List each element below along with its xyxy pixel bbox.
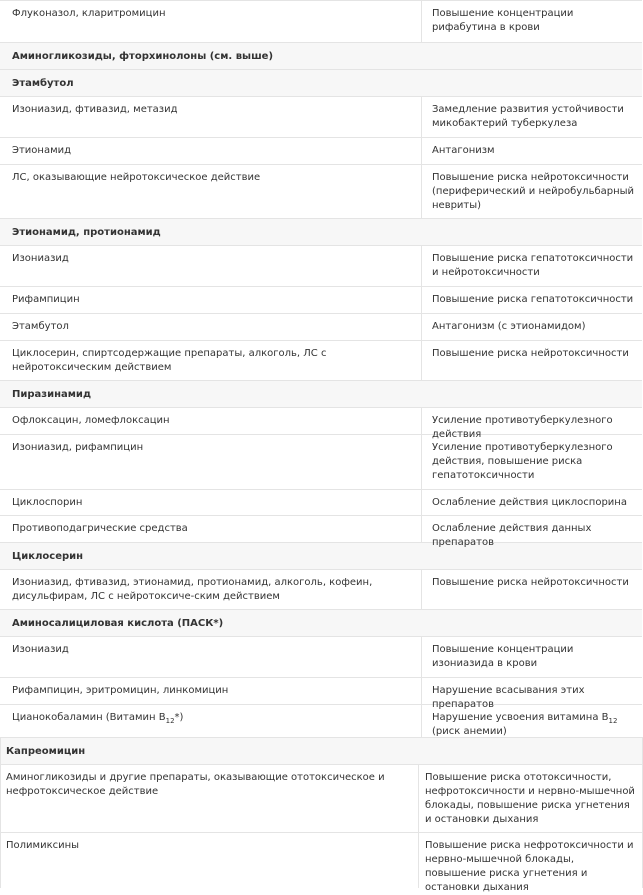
drug-cell: Изониазид, рифампицин [0, 435, 422, 489]
effect-cell: Повышение риска нейротоксичности (периферический и нейробульбарный невриты) [432, 172, 635, 211]
section-title: Циклосерин [12, 551, 84, 562]
drug-cell: Полимиксины [1, 833, 419, 888]
section-title: Аминосалициловая кислота (ПАСК*) [12, 618, 224, 629]
effect-cell: Повышение риска ототоксичности, нефротоксичности и нервно-мышечной блокады, повышение риска угнетения и остановки дыхания [425, 772, 635, 825]
section-title: Пиразинамид [12, 389, 92, 400]
effect-cell: Повышение риска гепатотоксичности [432, 294, 634, 305]
table-row [0, 516, 642, 548]
drug-cell: ЛС, оказывающие нейротоксическое действие [0, 165, 422, 218]
section-header [0, 219, 642, 246]
drug-cell: Рифампицин, эритромицин, линкомицин [0, 678, 422, 704]
section-header [0, 70, 642, 97]
effect-cell: Повышение риска гепатотоксичности и нейротоксичности [432, 253, 634, 278]
effect-cell: Повышение концентрации изониазида в крови [432, 644, 574, 669]
section-header [0, 381, 642, 408]
drug-cell: Аминогликозиды и другие препараты, оказывающие ототоксическое и нефротоксическое действие [1, 765, 419, 832]
drug-cell: Рифампицин [0, 287, 422, 313]
table-row [0, 408, 642, 440]
table-row [0, 435, 642, 490]
effect-cell: Повышение риска нефротоксичности и нервно-мышечной блокады, повышение риска угнетения и остановки дыхания [425, 840, 634, 893]
table-row [0, 246, 642, 287]
effect-cell: Повышение риска нейротоксичности [432, 348, 629, 359]
section-title: Этамбутол [12, 78, 74, 89]
table-row [0, 287, 642, 314]
effect-cell: Повышение концентрации рифабутина в крови [432, 8, 574, 33]
table-row [1, 765, 642, 833]
drug-cell: Офлоксацин, ломефлоксацин [0, 408, 422, 434]
table-row [0, 1, 642, 43]
effect-cell: Ослабление действия циклоспорина [432, 497, 627, 508]
drug-cell: Этамбутол [0, 314, 422, 340]
section-header [1, 738, 642, 765]
table-row [0, 637, 642, 678]
section-title: Аминогликозиды, фторхинолоны (см. выше) [12, 51, 274, 62]
section-title: Этионамид, протионамид [12, 227, 161, 238]
effect-cell: Повышение риска нейротоксичности [432, 577, 629, 588]
effect-cell: Антагонизм [432, 145, 495, 156]
table-row [0, 97, 642, 138]
table-row [0, 341, 642, 381]
effect-cell: Замедление развития устойчивости микобактерий туберкулеза [432, 104, 624, 129]
table-row [0, 314, 642, 341]
effect-cell: Ослабление действия данных препаратов [432, 523, 592, 548]
drug-cell: Циклоспорин [0, 490, 422, 515]
section-title: Капреомицин [6, 746, 86, 757]
effect-cell: Усиление противотуберкулезного действия [432, 415, 613, 440]
drug-cell: Изониазид, фтивазид, метазид [0, 97, 422, 137]
capreomycin-table [0, 737, 643, 893]
section-header [0, 543, 642, 570]
drug-cell: Изониазид [0, 246, 422, 286]
table-row [0, 138, 642, 165]
effect-cell: Антагонизм (с этионамидом) [432, 321, 586, 332]
section-header [0, 610, 642, 637]
drug-cell: Изониазид, фтивазид, этионамид, протионамид, алкоголь, кофеин, дисульфирам, ЛС с нейротоксиче-ским действием [0, 570, 422, 609]
table-row [0, 165, 642, 219]
drug-cell: Противоподагрические средства [0, 516, 422, 542]
table-row [1, 833, 642, 893]
effect-cell: Нарушение всасывания этих препаратов [432, 685, 585, 710]
drug-cell: Флуконазол, кларитромицин [0, 1, 422, 42]
drug-cell: Цианокобаламин (Витамин $B_{12}*$) [0, 705, 422, 745]
drug-cell: Этионамид [0, 138, 422, 164]
section-header [0, 43, 642, 70]
effect-cell: Нарушение усвоения витамина $B_{12}$ (риск анемии) [432, 712, 618, 737]
table-row [0, 490, 642, 516]
table-row [0, 678, 642, 710]
drug-cell: Циклосерин, спиртсодержащие препараты, алкоголь, ЛС с нейротоксическим действием [0, 341, 422, 380]
drug-cell: Изониазид [0, 637, 422, 677]
table-row [0, 570, 642, 610]
effect-cell: Усиление противотуберкулезного действия, повышение риска гепатотоксичности [432, 442, 613, 481]
